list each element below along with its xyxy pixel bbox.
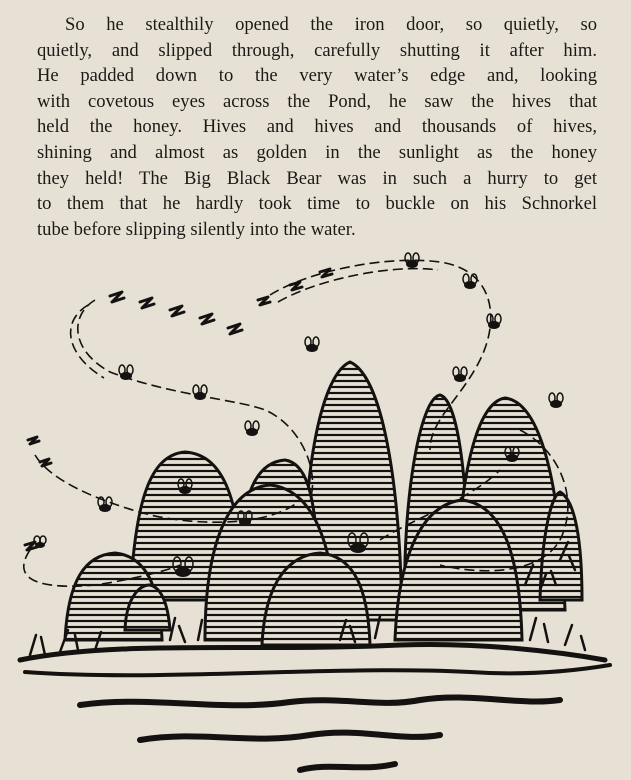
bee-icon [463,274,477,289]
bee-icon [193,385,207,400]
story-paragraph [37,12,597,242]
paragraph-line-7: they held! The Big Black Bear was in such a hurry to get [37,167,597,189]
bee-icon [119,365,133,380]
paragraph-line-4: with covetous eyes across the Pond, he saw the hives that [37,90,597,112]
paragraph-line-5: held the honey. Hives and hives and thousands of hives, [37,116,597,138]
paragraph-line-9: tube before slipping silently into the water. [37,218,356,240]
hive-group-front [65,485,522,645]
paragraph-line-2: quietly, and slipped through, carefully shutting it after him. [37,39,597,61]
bee-icon [453,367,467,382]
bee-icon [305,337,319,352]
bee-icon [487,314,501,329]
beehive-illustration [0,245,631,780]
bee-icon [549,393,563,408]
paragraph-line-6: shining and almost as golden in the sunlight as the honey [37,141,597,163]
paragraph-line-1: So he stealthily opened the iron door, so quietly, so [65,14,597,35]
water-waves [80,697,560,770]
paragraph-line-8: to them that he hardly took time to buckle on his Schnorkel [37,193,597,215]
bee-icon [245,421,259,436]
paragraph-line-3: He padded down to the very water’s edge and, looking [37,65,597,87]
